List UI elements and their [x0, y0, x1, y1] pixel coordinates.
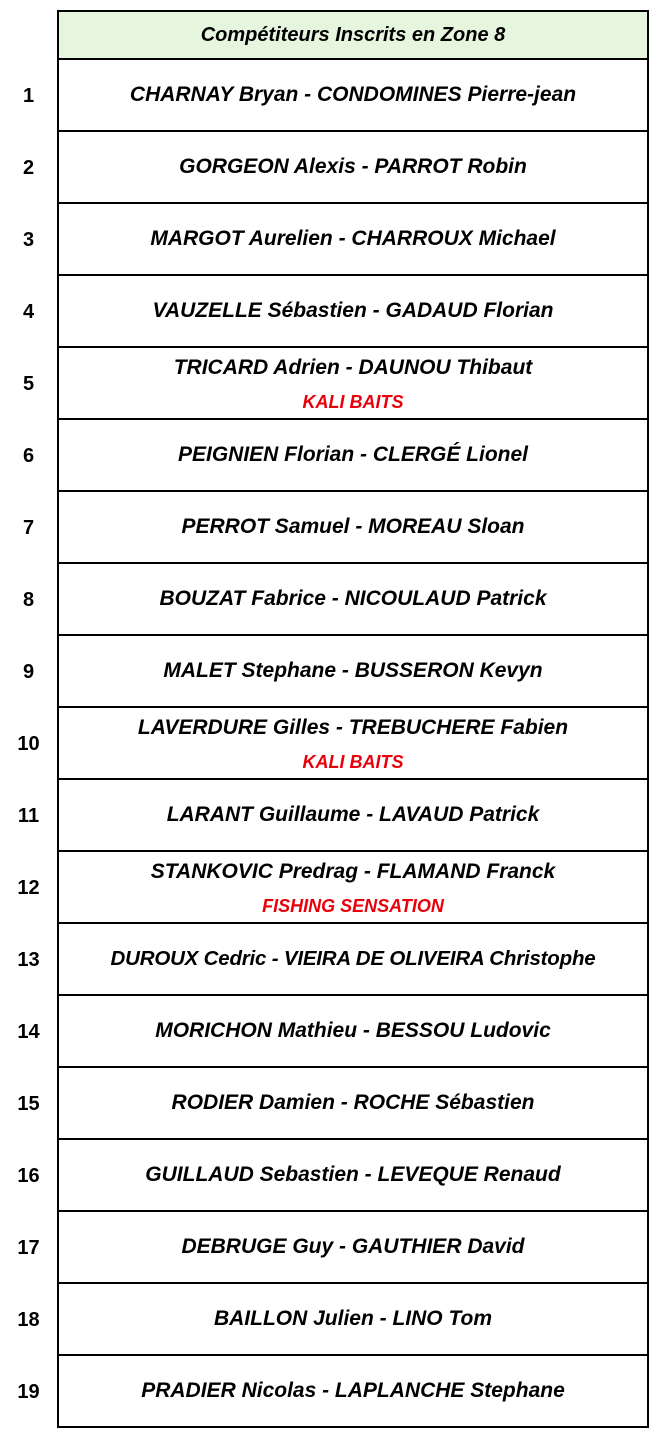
table-row: [0, 1068, 666, 1140]
team-cell: [57, 1356, 649, 1428]
team-cell: [57, 996, 649, 1068]
row-number: 7: [22, 516, 35, 539]
team-cell: [57, 708, 649, 780]
row-number: 19: [17, 1380, 40, 1403]
table-row: [0, 636, 666, 708]
team-names: STANKOVIC Predrag - FLAMAND Franck: [150, 859, 556, 883]
row-number: 18: [17, 1308, 40, 1331]
team-cell: [57, 204, 649, 276]
team-cell: [57, 276, 649, 348]
team-names: DUROUX Cedric - VIEIRA DE OLIVEIRA Christophe: [110, 947, 596, 970]
team-names: DEBRUGE Guy - GAUTHIER David: [181, 1235, 525, 1258]
competitor-sheet: [0, 10, 666, 1428]
row-number: 13: [17, 948, 40, 971]
table-row: [0, 1356, 666, 1428]
team-cell: [57, 852, 649, 924]
table-row: [0, 132, 666, 204]
team-names: MORICHON Mathieu - BESSOU Ludovic: [155, 1019, 551, 1042]
table-row: [0, 708, 666, 780]
row-number: 3: [22, 228, 35, 251]
team-cell: [57, 1068, 649, 1140]
team-names: MALET Stephane - BUSSERON Kevyn: [163, 659, 543, 682]
row-number: 12: [17, 876, 40, 899]
team-names: BOUZAT Fabrice - NICOULAUD Patrick: [159, 587, 547, 610]
team-names: MARGOT Aurelien - CHARROUX Michael: [150, 227, 556, 250]
row-number: 8: [22, 588, 35, 611]
team-names: VAUZELLE Sébastien - GADAUD Florian: [152, 299, 554, 322]
table-row: [0, 564, 666, 636]
row-number: 14: [17, 1020, 40, 1043]
sponsor-label: KALI BAITS: [302, 391, 404, 412]
table-row: [0, 780, 666, 852]
team-names: GUILLAUD Sebastien - LEVEQUE Renaud: [145, 1163, 561, 1186]
row-number: 11: [17, 804, 40, 827]
team-cell: [57, 492, 649, 564]
competitor-table: [0, 60, 666, 1428]
team-cell: [57, 924, 649, 996]
team-cell: [57, 1212, 649, 1284]
row-number: 15: [17, 1092, 40, 1115]
table-row: [0, 852, 666, 924]
table-row: [0, 492, 666, 564]
table-row: [0, 1212, 666, 1284]
table-title: Compétiteurs Inscrits en Zone 8: [57, 10, 649, 60]
team-cell: [57, 636, 649, 708]
table-row: [0, 420, 666, 492]
table-row: [0, 1284, 666, 1356]
row-number: 5: [22, 372, 35, 395]
table-row: [0, 996, 666, 1068]
team-names: CHARNAY Bryan - CONDOMINES Pierre-jean: [129, 83, 577, 106]
table-row: [0, 60, 666, 132]
team-names: PEIGNIEN Florian - CLERGÉ Lionel: [177, 443, 529, 466]
row-number: 1: [22, 84, 35, 107]
team-cell: [57, 1284, 649, 1356]
team-cell: [57, 564, 649, 636]
team-names: BAILLON Julien - LINO Tom: [213, 1307, 493, 1330]
row-number: 10: [17, 732, 40, 755]
header-row: [0, 10, 666, 60]
table-row: [0, 924, 666, 996]
team-names: LAVERDURE Gilles - TREBUCHERE Fabien: [137, 715, 569, 739]
row-number: 2: [22, 156, 35, 179]
sponsor-label: KALI BAITS: [302, 751, 404, 772]
team-names: PERROT Samuel - MOREAU Sloan: [181, 515, 525, 538]
table-row: [0, 276, 666, 348]
team-names: LARANT Guillaume - LAVAUD Patrick: [166, 803, 540, 826]
team-names: GORGEON Alexis - PARROT Robin: [179, 155, 527, 178]
row-number: 16: [17, 1164, 40, 1187]
team-cell: [57, 60, 649, 132]
team-names: RODIER Damien - ROCHE Sébastien: [171, 1091, 535, 1114]
table-row: [0, 348, 666, 420]
team-cell: [57, 348, 649, 420]
row-number: 17: [17, 1236, 40, 1259]
team-cell: [57, 420, 649, 492]
team-names: TRICARD Adrien - DAUNOU Thibaut: [173, 355, 533, 379]
team-names: PRADIER Nicolas - LAPLANCHE Stephane: [141, 1379, 565, 1402]
row-number: 4: [22, 300, 35, 323]
header-number-spacer: [0, 10, 57, 60]
table-row: [0, 1140, 666, 1212]
team-cell: [57, 780, 649, 852]
row-number: 9: [22, 660, 35, 683]
team-cell: [57, 1140, 649, 1212]
row-number: 6: [22, 444, 35, 467]
team-cell: [57, 132, 649, 204]
table-row: [0, 204, 666, 276]
sponsor-label: FISHING SENSATION: [262, 895, 444, 916]
